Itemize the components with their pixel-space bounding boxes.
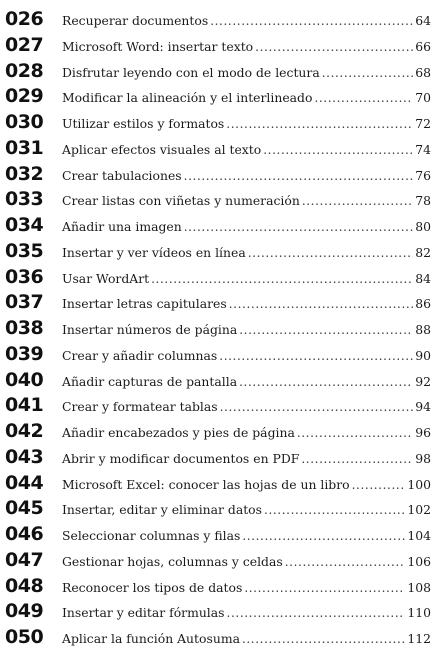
dot-leader	[301, 452, 413, 466]
dot-leader	[314, 91, 413, 105]
chapter-title: Reconocer los tipos de datos	[62, 579, 243, 595]
chapter-number: 030	[5, 111, 44, 133]
chapter-title: Insertar, editar y eliminar datos	[62, 502, 263, 518]
toc-entry[interactable]	[0, 549, 439, 575]
toc-entry[interactable]	[0, 240, 439, 266]
toc-entry[interactable]	[0, 575, 439, 601]
chapter-title: Añadir capturas de pantalla	[62, 373, 238, 389]
chapter-number: 047	[5, 548, 44, 571]
page-number: 80	[415, 219, 431, 234]
toc-entry[interactable]	[0, 188, 439, 214]
toc-entry[interactable]	[0, 85, 439, 111]
chapter-title: Añadir una imagen	[62, 219, 182, 234]
chapter-number: 031	[5, 136, 44, 159]
page-number: 110	[407, 605, 431, 621]
chapter-title: Aplicar la función Autosuma	[62, 631, 240, 646]
toc-entry[interactable]	[0, 266, 439, 292]
chapter-title: Seleccionar columnas y filas	[62, 528, 241, 543]
chapter-number: 044	[5, 471, 44, 494]
chapter-number: 048	[5, 574, 44, 597]
chapter-number: 028	[5, 59, 44, 82]
chapter-title: Crear listas con viñetas y numeración	[62, 193, 300, 209]
toc-entry[interactable]	[0, 523, 439, 549]
chapter-title: Usar WordArt	[62, 270, 150, 286]
dot-leader	[239, 375, 413, 389]
page-number: 70	[415, 90, 431, 106]
toc-entry[interactable]	[0, 600, 439, 626]
dot-leader	[210, 14, 413, 28]
chapter-number: 029	[5, 85, 44, 108]
dot-leader	[239, 323, 413, 337]
dot-leader	[244, 581, 405, 595]
chapter-title: Insertar y ver vídeos en línea	[62, 244, 246, 260]
page-number: 100	[407, 476, 431, 492]
toc-entry[interactable]	[0, 60, 439, 86]
chapter-title: Disfrutar leyendo con el modo de lectura	[62, 64, 320, 80]
chapter-title: Aplicar efectos visuales al texto	[62, 141, 262, 157]
dot-leader	[242, 632, 405, 646]
chapter-number: 046	[5, 523, 44, 545]
page-number: 72	[415, 116, 431, 131]
toc-entry[interactable]	[0, 626, 439, 652]
chapter-title: Utilizar estilos y formatos	[62, 116, 225, 131]
chapter-number: 034	[5, 214, 44, 236]
chapter-number: 041	[5, 394, 44, 417]
page-number: 106	[407, 553, 431, 569]
page-number: 112	[407, 631, 431, 646]
page-number: 92	[415, 373, 431, 389]
page-number: 86	[415, 296, 431, 312]
dot-leader	[255, 40, 413, 54]
chapter-number: 027	[5, 33, 44, 56]
page-number: 90	[415, 347, 431, 363]
page-number: 74	[415, 141, 431, 157]
toc-entry[interactable]	[0, 317, 439, 343]
dot-leader	[297, 426, 413, 440]
chapter-title: Crear y formatear tablas	[62, 399, 218, 415]
chapter-number: 035	[5, 239, 44, 262]
toc-entry[interactable]	[0, 34, 439, 60]
chapter-title: Crear y añadir columnas	[62, 347, 218, 363]
chapter-number: 038	[5, 317, 44, 339]
page-number: 108	[407, 579, 431, 595]
page-number: 102	[407, 502, 431, 518]
chapter-title: Añadir encabezados y pies de página	[62, 425, 295, 440]
table-of-contents	[0, 8, 439, 652]
chapter-title: Modificar la alineación y el interlineado	[62, 90, 313, 106]
dot-leader	[263, 143, 413, 157]
chapter-title: Recuperar documentos	[62, 13, 209, 28]
toc-entry[interactable]	[0, 8, 439, 34]
toc-entry[interactable]	[0, 497, 439, 523]
toc-entry[interactable]	[0, 369, 439, 395]
toc-entry[interactable]	[0, 472, 439, 498]
page-number: 98	[415, 450, 431, 466]
chapter-number: 037	[5, 291, 44, 314]
toc-entry[interactable]	[0, 111, 439, 137]
toc-entry[interactable]	[0, 343, 439, 369]
chapter-title: Insertar y editar fórmulas	[62, 605, 225, 621]
dot-leader	[248, 246, 414, 260]
dot-leader	[184, 169, 414, 183]
page-number: 64	[415, 13, 431, 28]
page-number: 96	[415, 425, 431, 440]
page-number: 66	[415, 38, 431, 54]
page-number: 78	[415, 193, 431, 209]
chapter-number: 033	[5, 188, 44, 211]
dot-leader	[219, 349, 413, 363]
toc-entry[interactable]	[0, 214, 439, 240]
dot-leader	[220, 400, 414, 414]
chapter-number: 043	[5, 445, 44, 468]
chapter-title: Microsoft Word: insertar texto	[62, 38, 254, 54]
dot-leader	[184, 220, 414, 234]
page-number: 88	[415, 322, 431, 337]
toc-entry[interactable]	[0, 420, 439, 446]
dot-leader	[229, 297, 413, 311]
chapter-title: Crear tabulaciones	[62, 167, 182, 183]
page-number: 68	[415, 64, 431, 80]
dot-leader	[352, 478, 406, 492]
dot-leader	[151, 272, 413, 286]
chapter-number: 032	[5, 162, 44, 185]
dot-leader	[242, 529, 405, 543]
chapter-title: Abrir y modificar documentos en PDF	[62, 450, 300, 466]
chapter-number: 049	[5, 600, 44, 623]
toc-entry[interactable]	[0, 394, 439, 420]
chapter-number: 039	[5, 342, 44, 365]
page-number: 82	[415, 244, 431, 260]
dot-leader	[322, 66, 414, 80]
toc-entry[interactable]	[0, 291, 439, 317]
dot-leader	[226, 117, 413, 131]
page-number: 84	[415, 270, 431, 286]
chapter-title: Insertar números de página	[62, 322, 238, 337]
chapter-number: 026	[5, 8, 44, 30]
dot-leader	[285, 555, 406, 569]
dot-leader	[227, 606, 406, 620]
chapter-number: 050	[5, 626, 44, 648]
toc-entry[interactable]	[0, 163, 439, 189]
toc-entry[interactable]	[0, 446, 439, 472]
dot-leader	[264, 503, 405, 517]
page-number: 76	[415, 167, 431, 183]
chapter-title: Insertar letras capitulares	[62, 296, 227, 312]
chapter-title: Microsoft Excel: conocer las hojas de un libro	[62, 476, 350, 492]
chapter-number: 045	[5, 497, 44, 520]
chapter-title: Gestionar hojas, columnas y celdas	[62, 553, 283, 569]
page-number: 104	[407, 528, 431, 543]
dot-leader	[302, 194, 413, 208]
chapter-number: 040	[5, 368, 44, 391]
toc-entry[interactable]	[0, 137, 439, 163]
chapter-number: 042	[5, 420, 44, 442]
chapter-number: 036	[5, 265, 44, 288]
page-number: 94	[415, 399, 431, 415]
